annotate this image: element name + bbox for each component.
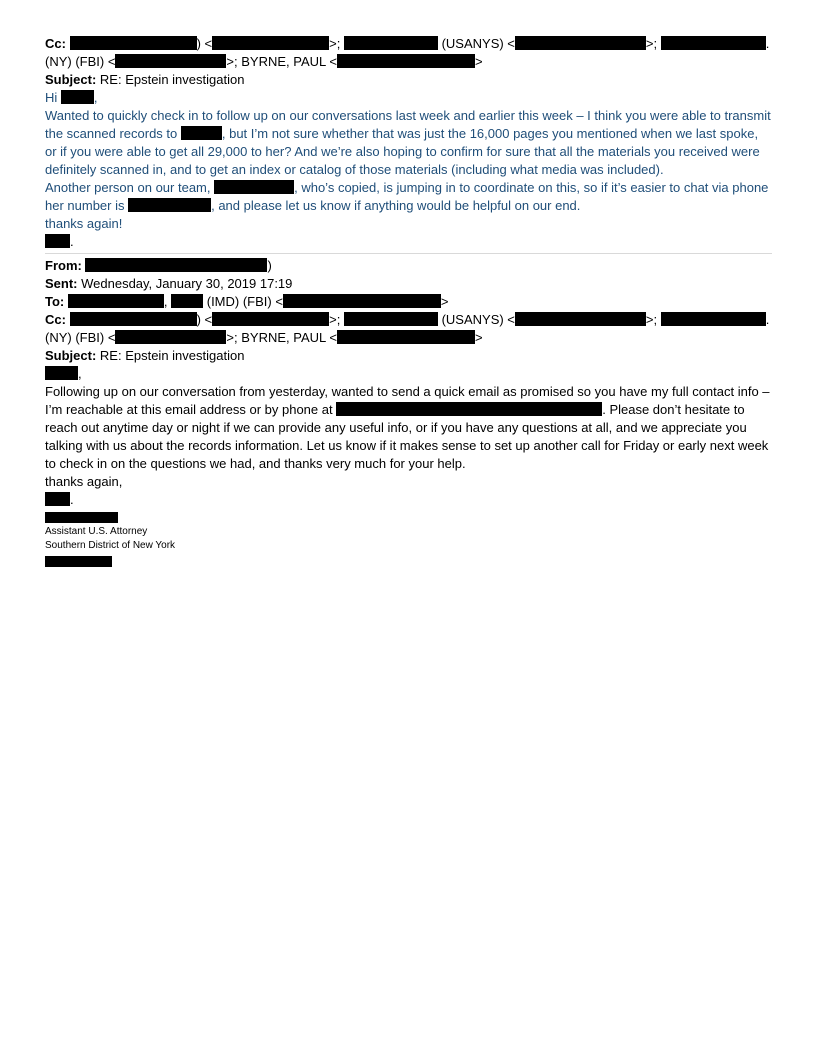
signature-text: . [70,234,74,249]
redaction-box [45,234,70,248]
email2-from-line [45,257,772,275]
email2-to-line [45,293,772,311]
body-text: , and please let us know if anything would be helpful on our end. [211,198,581,213]
email1-cc-line-2 [45,53,772,71]
redaction-box [337,330,475,344]
redaction-box [171,294,203,308]
redaction-box [70,312,197,326]
redaction-box [61,90,94,104]
redaction-box [115,54,226,68]
from-label: From: [45,258,82,273]
body-text: . Please don’t hesitate to reach out anytime day or night if we can provide any useful info, or if you have any questions at all, and we appreciate you talking with us about the records information. Let us know if it makes sense to set up another call for Friday or early next week to check in on the questions we had, and thanks very much for your help. [45,402,769,471]
cc-text: ) < [196,312,213,327]
from-text: ) [267,258,272,273]
cc-text: > [474,330,483,345]
sent-value: Wednesday, January 30, 2019 17:19 [77,276,293,291]
body-text: Wanted to quickly check in to follow up on our conversations last week and earlier this week – I think you were able to transmit the scanned records to [45,108,771,141]
redaction-box [85,258,267,272]
to-text: (IMD) (FBI) < [203,294,283,309]
cc-label: Cc: [45,36,66,51]
email1-body-paragraph-1 [45,107,772,179]
redaction-box [344,312,438,326]
email2-signature [45,491,772,509]
cc-text: >; [329,312,341,327]
cc-text: (USANYS) < [437,36,515,51]
greeting-text: , [78,366,82,381]
body-text: Following up on our conversation from yesterday, wanted to send a quick email as promised so you have my full contact info – I’m reachable at this email address or by phone at [45,384,770,417]
cc-text: >; [645,312,658,327]
subject-label: Subject: [45,72,97,87]
redaction-box [515,312,646,326]
cc-text: > [474,54,483,69]
redaction-box [283,294,441,308]
redaction-box [45,366,78,380]
body-text: Another person on our team, [45,180,215,195]
email1-thanks: thanks again! [45,216,123,231]
email1-body-paragraph-2 [45,179,772,215]
redaction-box [336,402,602,416]
greeting-text: Hi [45,90,61,105]
body-text: , who’s copied, is jumping in to coordinate on this, so if it’s easier to chat via phone her number is [45,180,769,213]
email2-cc-line-2 [45,329,772,347]
cc-text: (NY) (FBI) < [45,330,116,345]
redaction-box [181,126,222,140]
email2-sent-line [45,275,772,293]
cc-text: . [765,312,770,327]
to-text: , [163,294,168,309]
redaction-box [214,180,294,194]
email1-cc-line [45,35,772,53]
signature-office: Southern District of New York [45,540,176,551]
signature-block [45,512,772,567]
email2-subject-line [45,347,772,365]
subject-label: Subject: [45,348,97,363]
cc-text: (USANYS) < [437,312,515,327]
redaction-box [70,36,197,50]
signature-title: Assistant U.S. Attorney [45,526,148,537]
redaction-box [68,294,164,308]
cc-text: >; [645,36,658,51]
redaction-box [45,512,118,523]
email2-thanks: thanks again, [45,474,123,489]
cc-text: >; BYRNE, PAUL < [226,54,337,69]
redaction-box [212,312,329,326]
redaction-box [45,492,70,506]
redaction-box [212,36,329,50]
cc-label: Cc: [45,312,66,327]
cc-text: . [765,36,770,51]
email-separator [45,253,772,254]
to-label: To: [45,294,65,309]
email2-cc-line [45,311,772,329]
redaction-box [128,198,211,212]
subject-value: RE: Epstein investigation [96,72,245,87]
email1-signature [45,233,772,251]
redaction-box [661,36,766,50]
email1-subject-line [45,71,772,89]
redaction-box [337,54,475,68]
greeting-text: , [93,90,98,105]
redaction-box [45,556,112,567]
cc-text: >; BYRNE, PAUL < [226,330,337,345]
sent-label: Sent: [45,276,78,291]
email1-greeting [45,89,772,107]
signature-text: . [70,492,74,507]
email2-greeting [45,365,772,383]
redaction-box [661,312,766,326]
redaction-box [115,330,226,344]
cc-text: ) < [196,36,213,51]
subject-value: RE: Epstein investigation [96,348,245,363]
email2-body-paragraph [45,383,772,473]
to-text: > [440,294,449,309]
body-text: , but I’m not sure whether that was just the 16,000 pages you mentioned when we last spoke, or if you were able to get all 29,000 to her? And we’re also hoping to confirm for sure that all the materials you received were definitely scanned in, and to get an index or catalog of those materials (including what media was included). [45,126,760,177]
redaction-box [515,36,646,50]
cc-text: >; [329,36,341,51]
cc-text: (NY) (FBI) < [45,54,116,69]
email-thread [45,35,772,569]
redaction-box [344,36,438,50]
